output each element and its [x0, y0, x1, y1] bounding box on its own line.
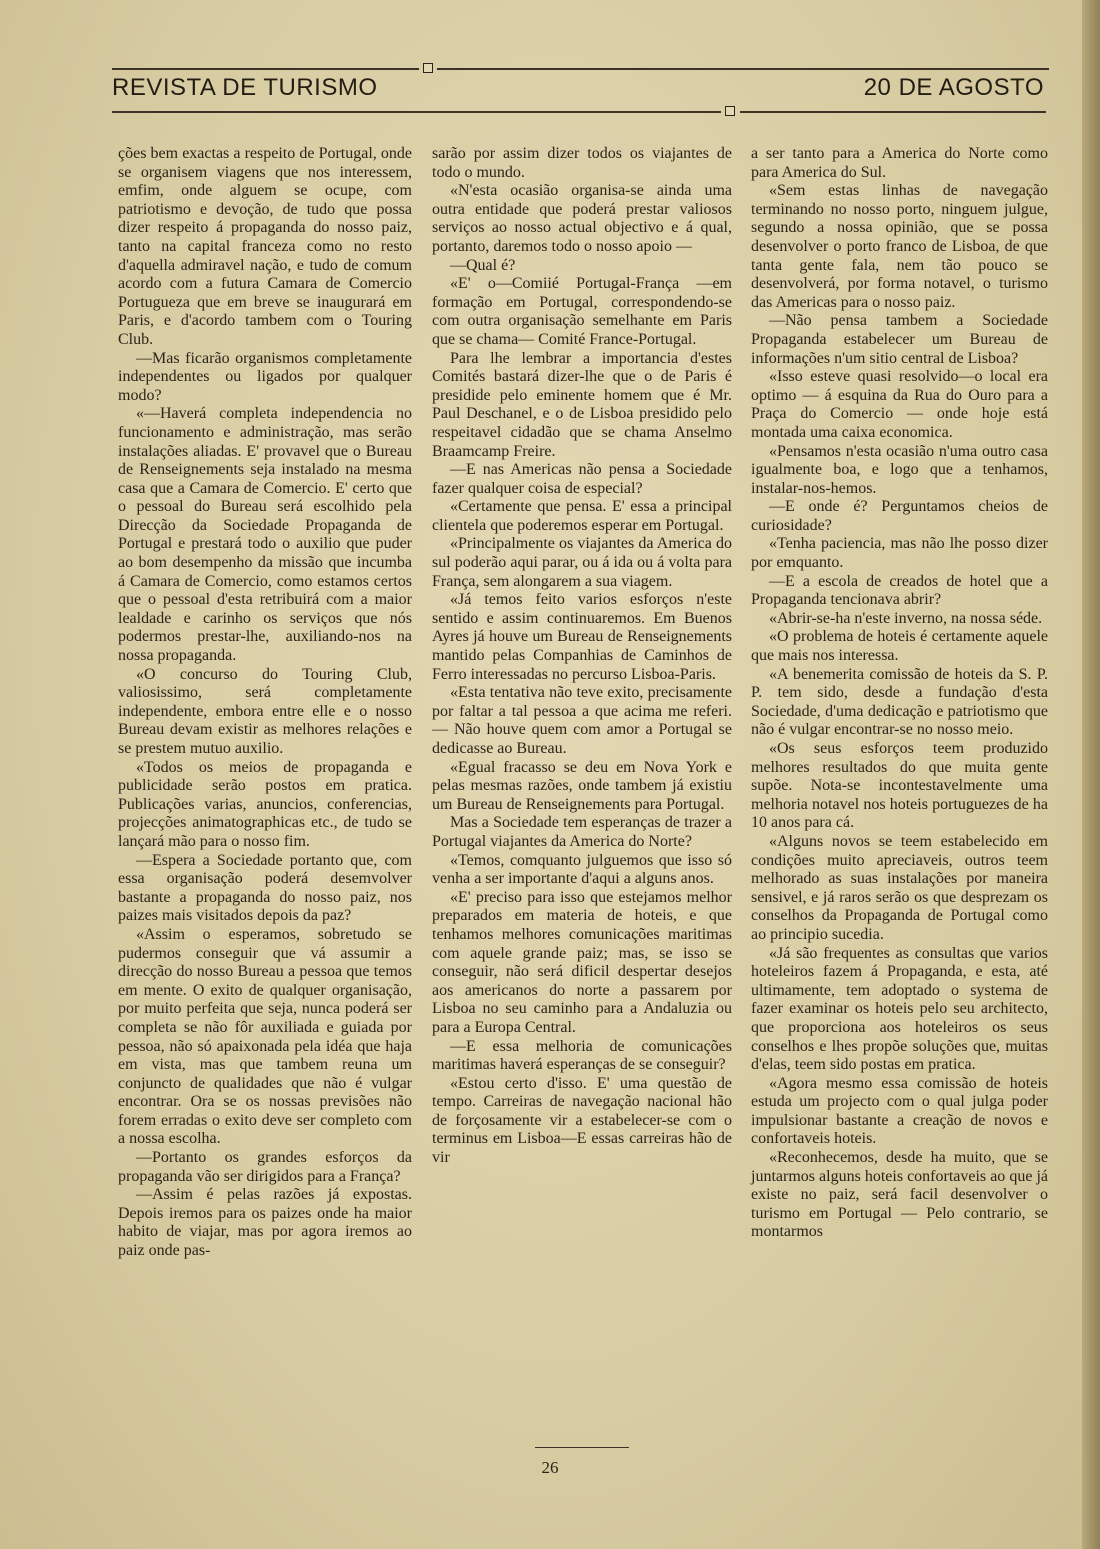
- paragraph: «A benemerita comissão de hoteis da S. P. P. tem sido, desde a fundação d'esta Sociedade, d'uma dedicação e patriotismo que não é vulgar encontrar-se no nosso meio.: [751, 665, 1048, 739]
- paragraph: —Mas ficarão organismos completamente independentes ou ligados por qualquer modo?: [118, 349, 412, 404]
- header-bottom-rule-left: [112, 111, 721, 113]
- paragraph: —Não pensa tambem a Sociedade Propaganda estabelecer um Bureau de informações n'um sitio central de Lisboa?: [751, 312, 1048, 367]
- paragraph: Mas a Sociedade tem esperanças de trazer a Portugal viajantes da America do Norte?: [432, 814, 732, 850]
- paragraph: «Certamente que pensa. E' essa a principal clientela que poderemos esperar em Portugal.: [432, 498, 732, 534]
- header-ornament-bottom: [725, 106, 735, 116]
- paragraph: —E a escola de creados de hotel que a Propaganda tencionava abrir?: [751, 572, 1048, 609]
- paragraph: «Principalmente os viajantes da America do sul poderão aqui parar, ou á ida ou á volta para França, sem alongarem a sua viagem.: [432, 535, 732, 590]
- paragraph: «Temos, comquanto julguemos que isso só venha a ser importante d'aqui a alguns anos.: [432, 851, 732, 888]
- header-top-rule-left: [112, 68, 419, 70]
- magazine-title: REVISTA DE TURISMO: [112, 74, 378, 101]
- paragraph: «E' preciso para isso que estejamos melhor preparados em materia de hoteis, e que tenhamos melhores comunicações maritimas com aquele grande paiz; mas, se isso se conseguir, não será dificil despertar desejos aos americanos do norte a passarem por Lisboa no seu caminho para a Andaluzia ou para a Europa Central.: [432, 888, 732, 1036]
- paragraph: «Todos os meios de propaganda e publicidade serão postos em pratica. Publicações varias, anuncios, conferencias, projecções animatographicas etc., de tudo se lançará mão para o nosso fim.: [118, 758, 412, 850]
- paragraph: «Os seus esforços teem produzido melhores resultados do que muita gente supõe. Nota-se incontestavelmente uma melhoria notavel nos hoteis portuguezes de ha 10 anos para cá.: [751, 740, 1048, 832]
- paragraph: «Esta tentativa não teve exito, precisamente por faltar a tal pessoa a que acima me referi. — Não houve quem com amor a Portugal se dedicasse ao Bureau.: [432, 684, 732, 757]
- paragraph: «Tenha paciencia, mas não lhe posso dizer por emquanto.: [751, 535, 1048, 572]
- page-edge: [1082, 0, 1100, 1549]
- paragraph: «Assim o esperamos, sobretudo se pudermos conseguir que vá assumir a direcção do nosso Bureau a pessoa que temos em mente. O exito de qualquer organisação, por muito perfeita que seja, nunca poderá ser completa se não fôr auxiliada e guiada por pessoa, não só apaixonada pela idéa que haja em vista, mas que tambem reuna um conjuncto de qualidades que não é vulgar encontrar. Ora se os nossas previsões não forem erradas o exito deve ser completo com a nossa escolha.: [118, 925, 412, 1148]
- paragraph: «O concurso do Touring Club, valiosissimo, será completamente independente, embora entre elle e o nosso Bureau devam existir as melhores relações e se prestem mutuo auxilio.: [118, 665, 412, 757]
- paragraph: «Estou certo d'isso. E' uma questão de tempo. Carreiras de navegação nacional hão de forçosamente vir a estabelecer-se com o terminus em Lisboa—E essas carreiras hão de vir: [432, 1074, 732, 1167]
- paragraph: —E onde é? Perguntamos cheios de curiosidade?: [751, 498, 1048, 534]
- paragraph: «Isso esteve quasi resolvido—o local era optimo — á esquina da Rua do Ouro para a Praça do Comercio — onde hoje está montada uma caixa economica.: [751, 368, 1048, 441]
- paragraph: —E essa melhoria de comunicações maritimas haverá esperanças de se conseguir?: [432, 1037, 732, 1074]
- paragraph: «Sem estas linhas de navegação terminando no nosso porto, ninguem julgue, segundo a nossa opinião, que se possa desenvolver o porto franco de Lisboa, de que tanta gente fala, nem tão pouco se desenvolverá, por forma notavel, o turismo das Americas para o nosso paiz.: [751, 182, 1048, 311]
- paragraph: «Egual fracasso se deu em Nova York e pelas mesmas razões, onde tambem já existiu um Bureau de Renseignements para Portugal.: [432, 758, 732, 813]
- paragraph: «Reconhecemos, desde ha muito, que se juntarmos alguns hoteis confortaveis ao que já existe no paiz, será facil desenvolver o turismo em Portugal — Pelo contrario, se montarmos: [751, 1149, 1048, 1241]
- issue-date: 20 DE AGOSTO: [863, 74, 1044, 101]
- text-column-1: [118, 145, 412, 1261]
- paragraph: «—Haverá completa independencia no funcionamento e administração, mas serão instalações aliadas. E' provavel que o Bureau de Renseignements seja instalado na mesma casa que a Camara de Comercio. E' certo que o pessoal do Bureau será escolhido pela Direcção da Sociedade Propaganda de Portugal e prestará todo o auxilio que puder ao bom desempenho da missão que incumba á Camara de Comercio, como estamos certos que o pessoal d'esta retribuirá com a maior lealdade e carinho os serviços que nós podermos prestar-lhe, auxiliando-nos na nossa propaganda.: [118, 405, 412, 665]
- paragraph: «Abrir-se-ha n'este inverno, na nossa séde.: [769, 609, 1043, 627]
- paragraph: —Qual é?: [450, 256, 516, 274]
- header-top-rule-right: [437, 68, 1049, 70]
- paragraph: —Espera a Sociedade portanto que, com essa organisação poderá desemvolver bastante a propaganda do nosso paiz, nos paizes mais visitados depois da paz?: [118, 851, 412, 925]
- paragraph: «Alguns novos se teem estabelecido em condições muito apreciaveis, outros teem melhorado as suas instalações por maneira sensivel, e já raros serão os que desprezam os conselhos da Propaganda de Portugal como ao principio sucedia.: [751, 832, 1048, 943]
- paragraph: —E nas Americas não pensa a Sociedade fazer qualquer coisa de especial?: [432, 461, 732, 497]
- paragraph: «Pensamos n'esta ocasião n'uma outro casa igualmente boa, e logo que a tenhamos, instalar-nos-hemos.: [751, 442, 1048, 497]
- paragraph: «O problema de hoteis é certamente aquele que mais nos interessa.: [751, 628, 1048, 665]
- paragraph: «E' o—Comiié Portugal-França —em formação em Portugal, correspondendo-se com outra organisação semelhante em Paris que se chama— Comité France-Portugal.: [432, 275, 732, 348]
- page-number: 26: [541, 1458, 559, 1477]
- paragraph: «Agora mesmo essa comissão de hoteis estuda um projecto com o qual julga poder impulsionar bastante a creação de novos e confortaveis hoteis.: [751, 1074, 1048, 1148]
- paragraph: ções bem exactas a respeito de Portugal, onde se organisem viagens que nos interessem, emfim, onde alguem se ocupe, com patriotismo e devoção, de tudo que possa dizer respeito á propaganda do nosso paiz, tanto na capital franceza como no resto d'aquella admiravel nação, e tudo de comum acordo com a futura Camara de Comercio Portugueza que em breve se inaugurará em Paris, e d'acordo tambem com o Touring Club.: [118, 145, 412, 348]
- paragraph: «Já são frequentes as consultas que varios hoteleiros fazem á Propaganda, e esta, até ultimamente, tem adoptado o systema de fazer examinar os hoteis pelo seu architecto, que proporciona aos hoteleiros os seus conselhos e lhes propõe soluções que, muitas d'elas, teem sido postas em pratica.: [751, 944, 1048, 1074]
- paragraph: «N'esta ocasião organisa-se ainda uma outra entidade que poderá prestar valiosos serviços ao nosso actual objectivo e á qual, portanto, daremos todo o nosso apoio —: [432, 182, 732, 255]
- paragraph: Para lhe lembrar a importancia d'estes Comités bastará dizer-lhe que o de Paris é presidide pelo eminente homem que é Mr. Paul Deschanel, e o de Lisboa presidido pelo respeitavel cidadão que se chama Anselmo Braamcamp Freire.: [432, 349, 732, 460]
- paragraph: —Assim é pelas razões já expostas. Depois iremos para os paizes onde ha maior habito de viajar, mas por agora iremos ao paiz onde pas-: [118, 1186, 412, 1260]
- paragraph: sarão por assim dizer todos os viajantes de todo o mundo.: [432, 145, 732, 181]
- paragraph: «Já temos feito varios esforços n'este sentido e assim continuaremos. Em Buenos Ayres já houve um Bureau de Renseignements mantido pelas Companhias de Caminhos de Ferro interessadas no percurso Lisboa-Paris.: [432, 591, 732, 683]
- page-number-rule: [535, 1447, 629, 1448]
- header-bottom-rule-right: [740, 111, 1046, 113]
- text-column-3: [751, 145, 1048, 1242]
- paragraph: a ser tanto para a America do Norte como para America do Sul.: [751, 145, 1048, 181]
- paragraph: —Portanto os grandes esforços da propaganda vão ser dirigidos para a França?: [118, 1149, 412, 1185]
- text-column-2: [432, 145, 732, 1168]
- header-ornament-top: [423, 63, 433, 73]
